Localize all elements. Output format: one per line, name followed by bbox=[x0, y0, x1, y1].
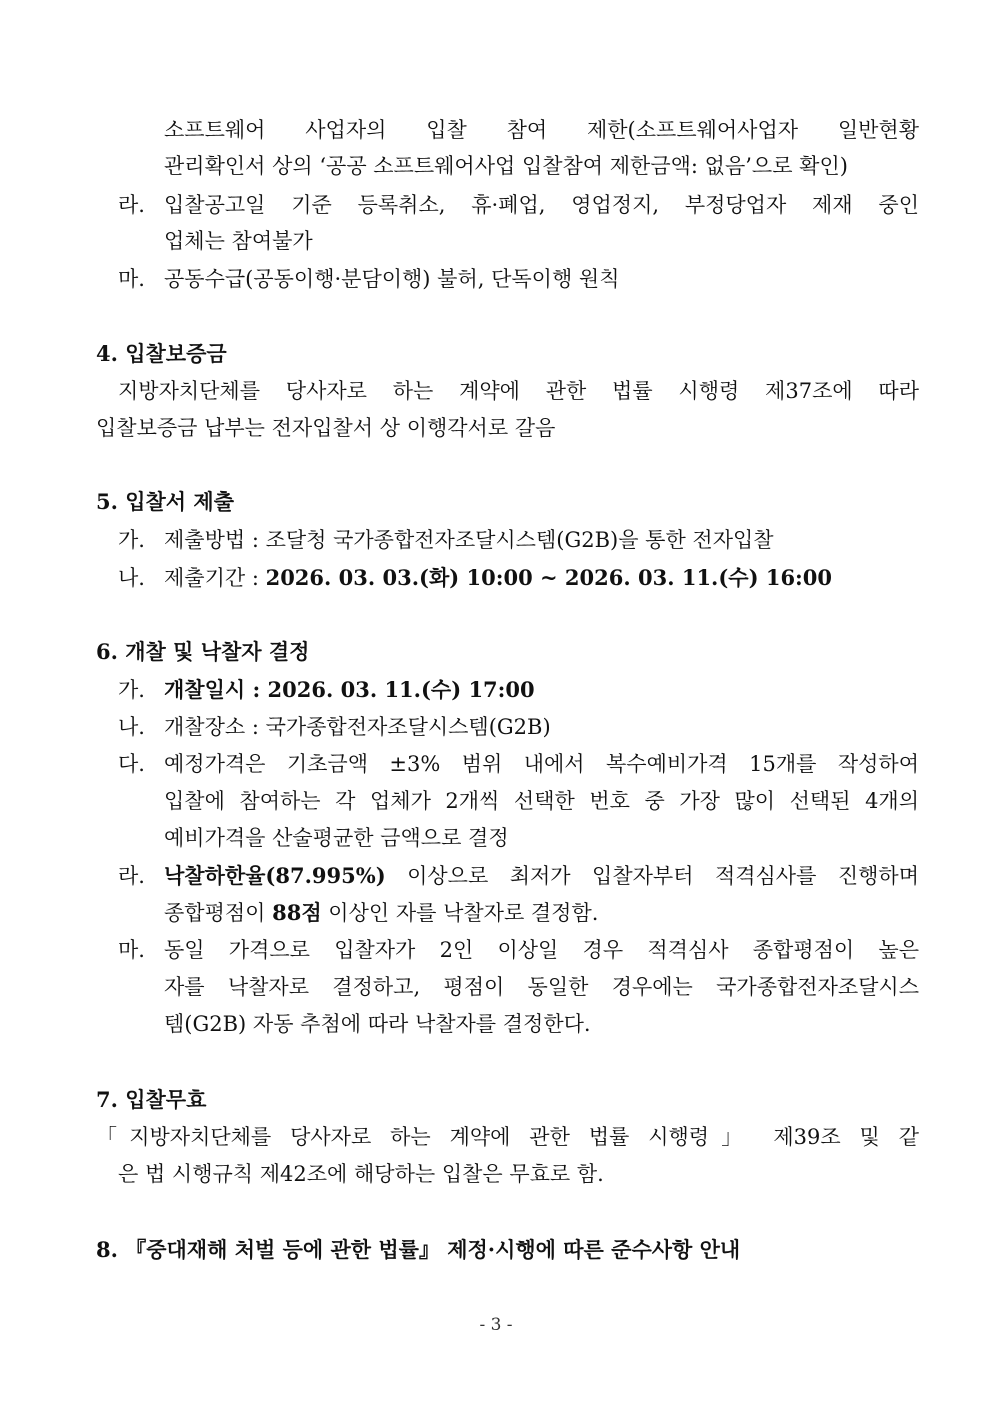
sec3-ma-line-1: 공동수급(공동이행·분담이행) 불허, 단독이행 원칙 bbox=[164, 267, 620, 291]
sec3-ra-line-1: 입찰공고일 기준 등록취소, 휴·폐업, 영업정지, 부정당업자 제재 중인 bbox=[164, 193, 919, 217]
sec4-paragraph-line-1: 지방자치단체를 당사자로 하는 계약에 관한 법률 시행령 제37조에 따라 bbox=[118, 379, 919, 403]
sec6-da-marker: 다. bbox=[118, 752, 145, 776]
sec3-ma-marker: 마. bbox=[118, 267, 145, 291]
sec4-paragraph-line-2: 입찰보증금 납부는 전자입찰서 상 이행각서로 갈음 bbox=[96, 416, 556, 440]
sec6-opening-datetime bbox=[164, 672, 535, 708]
sec6-ma-line-2: 자를 낙찰자로 결정하고, 평점이 동일한 경우에는 국가종합전자조달시스 bbox=[164, 975, 919, 999]
sec6-ra-line-2 bbox=[164, 895, 598, 931]
sec5-submission-period-value: 2026. 03. 03.(화) 10:00 ~ 2026. 03. 11.(수) 16:00 bbox=[265, 565, 833, 590]
sec5-submission-period-label: 제출기간 : bbox=[164, 566, 266, 590]
sec6-ra-line-2-post: 이상인 자를 낙찰자로 결정함. bbox=[321, 901, 599, 925]
sec6-da-line-3: 예비가격을 산술평균한 금액으로 결정 bbox=[164, 826, 509, 850]
sec6-ma-marker: 마. bbox=[118, 938, 145, 962]
sec6-ra-marker: 라. bbox=[118, 864, 145, 888]
sec3-continuation-line-2: 관리확인서 상의 ‘공공 소프트웨어사업 입찰참여 제한금액: 없음’으로 확인) bbox=[164, 154, 848, 178]
sec5-heading: 5. 입찰서 제출 bbox=[96, 489, 234, 514]
sec6-heading: 6. 개찰 및 낙찰자 결정 bbox=[96, 639, 310, 664]
sec6-ra-line-2-pre: 종합평점이 bbox=[164, 901, 273, 925]
sec6-opening-datetime-value: : 2026. 03. 11.(수) 17:00 bbox=[245, 677, 535, 702]
page-number: - 3 - bbox=[479, 1315, 513, 1335]
sec3-ra-marker: 라. bbox=[118, 193, 145, 217]
sec5-submission-period bbox=[164, 560, 832, 596]
sec6-da-line-2: 입찰에 참여하는 각 업체가 2개씩 선택한 번호 중 가장 많이 선택된 4개의 bbox=[164, 789, 919, 813]
sec5-na-marker: 나. bbox=[118, 566, 145, 590]
sec5-ga-marker: 가. bbox=[118, 528, 145, 552]
sec6-ga-marker: 가. bbox=[118, 678, 145, 702]
sec6-ma-line-3: 템(G2B) 자동 추첨에 따라 낙찰자를 결정한다. bbox=[164, 1012, 591, 1036]
sec6-opening-place: 개찰장소 : 국가종합전자조달시스템(G2B) bbox=[164, 715, 551, 739]
sec6-ma-line-1: 동일 가격으로 입찰자가 2인 이상일 경우 적격심사 종합평점이 높은 bbox=[164, 938, 919, 962]
sec7-paragraph-line-2: 은 법 시행규칙 제42조에 해당하는 입찰은 무효로 함. bbox=[118, 1162, 604, 1186]
sec6-min-score: 88점 bbox=[272, 900, 322, 925]
sec8-heading: 8. 『중대재해 처벌 등에 관한 법률』 제정·시행에 따른 준수사항 안내 bbox=[96, 1237, 741, 1262]
sec6-opening-datetime-label: 개찰일시 bbox=[164, 677, 246, 702]
sec3-continuation-line-1: 소프트웨어 사업자의 입찰 참여 제한(소프트웨어사업자 일반현황 bbox=[164, 118, 919, 142]
sec6-min-bid-rate: 낙찰하한율(87.995%) bbox=[164, 863, 386, 888]
sec5-submission-method: 제출방법 : 조달청 국가종합전자조달시스템(G2B)을 통한 전자입찰 bbox=[164, 528, 774, 552]
sec7-paragraph-line-1: 「지방자치단체를 당사자로 하는 계약에 관한 법률 시행령」 제39조 및 같 bbox=[96, 1125, 919, 1149]
sec3-ra-line-2: 업체는 참여불가 bbox=[164, 229, 313, 253]
sec6-da-line-1: 예정가격은 기초금액 ±3% 범위 내에서 복수예비가격 15개를 작성하여 bbox=[164, 752, 919, 776]
sec6-ra-line-1 bbox=[164, 858, 919, 894]
sec4-heading: 4. 입찰보증금 bbox=[96, 341, 227, 366]
sec6-ra-line-1-rest: 이상으로 최저가 입찰자부터 적격심사를 진행하며 bbox=[385, 864, 919, 888]
sec7-heading: 7. 입찰무효 bbox=[96, 1087, 207, 1112]
sec6-na-marker: 나. bbox=[118, 715, 145, 739]
